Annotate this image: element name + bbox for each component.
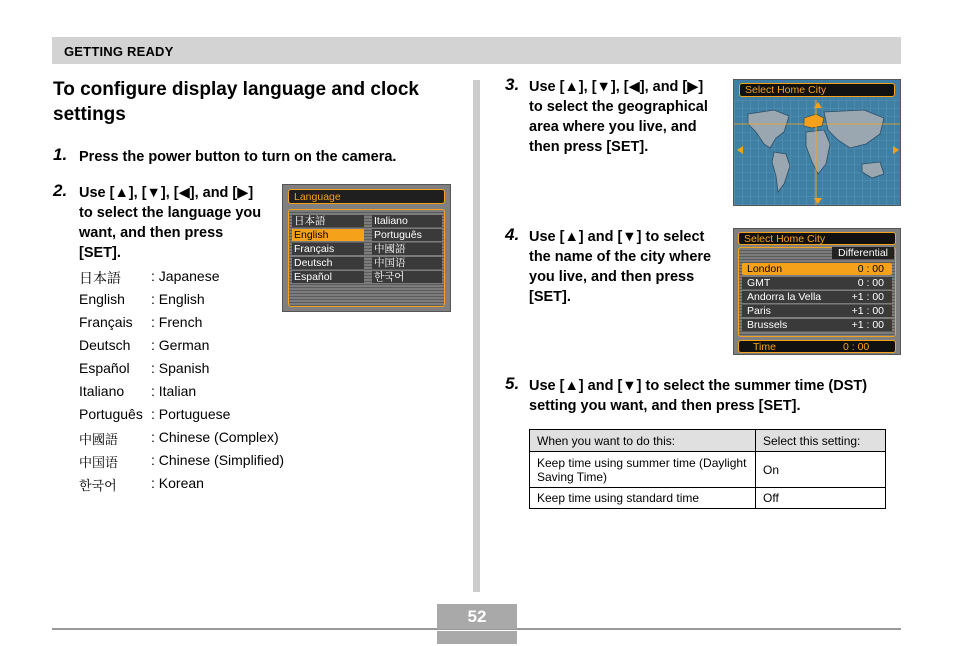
table-cell: On — [756, 452, 886, 488]
language-native: Português — [79, 406, 143, 422]
language-native: Deutsch — [79, 337, 131, 353]
column-divider — [473, 80, 480, 592]
language-meaning: : Portuguese — [151, 406, 231, 422]
time-value: 0 : 00 — [843, 341, 870, 353]
step-3-number: 3. — [505, 75, 520, 94]
city-offset: +1 : 00 — [851, 319, 884, 331]
step-5-number: 5. — [505, 374, 520, 393]
city-name: Paris — [747, 305, 771, 317]
language-option: Deutsch — [292, 257, 364, 269]
table-row — [742, 305, 892, 317]
table-header: When you want to do this: — [530, 430, 756, 452]
city-name: GMT — [747, 277, 771, 289]
language-native: Español — [79, 360, 130, 376]
table-header-row — [530, 430, 886, 452]
language-option: 한국어 — [372, 271, 442, 283]
table-row — [742, 291, 892, 303]
step-1-number: 1. — [53, 145, 68, 164]
step-2-text: Use [▲], [▼], [◀], and [▶] to select the language you want, and then press [SET]. — [79, 185, 262, 261]
language-meaning: : German — [151, 337, 210, 353]
city-screen-titlebar — [738, 232, 896, 245]
language-meaning: : Chinese (Complex) — [151, 429, 279, 445]
language-option: 中国语 — [372, 257, 442, 269]
dst-settings-table — [529, 429, 886, 509]
language-meaning: : Spanish — [151, 360, 210, 376]
map-screen-title: Select Home City — [745, 84, 827, 96]
city-name: Andorra la Vella — [747, 291, 822, 303]
table-row — [742, 319, 892, 331]
city-screen-footer — [738, 340, 896, 353]
step-4-number: 4. — [505, 225, 520, 244]
language-option: Italiano — [372, 215, 442, 227]
language-meaning: : English — [151, 291, 205, 307]
time-label: Time — [753, 341, 776, 353]
language-option: 日本語 — [292, 215, 364, 227]
table-row — [742, 263, 892, 275]
city-name: Brussels — [747, 319, 788, 331]
language-option: Español — [292, 271, 364, 283]
city-screen-column-header: Differential — [832, 247, 894, 259]
page-title: To configure display language and clock settings — [53, 79, 419, 125]
world-map-icon — [734, 100, 901, 206]
language-meaning: : Korean — [151, 475, 204, 491]
page-number-box — [437, 604, 517, 644]
language-native: English — [79, 291, 125, 307]
table-cell: Off — [756, 488, 886, 509]
language-native: Français — [79, 314, 133, 330]
language-native: 日本語 — [79, 270, 121, 286]
step-2-number: 2. — [53, 181, 68, 200]
step-3-text: Use [▲], [▼], [◀], and [▶] to select the geographical area where you live, and then press [SET]. — [529, 79, 708, 155]
page-number-tab — [437, 631, 517, 644]
language-option: Português — [372, 229, 442, 241]
city-screen — [733, 228, 901, 355]
step-5-text: Use [▲] and [▼] to select the summer time (DST) setting you want, and then press [SET]. — [529, 378, 868, 414]
table-row — [742, 277, 892, 289]
language-native: 中国语 — [79, 455, 119, 470]
map-screen — [733, 79, 901, 206]
table-header: Select this setting: — [756, 430, 886, 452]
language-option: Français — [292, 243, 364, 255]
city-name: London — [747, 263, 783, 275]
section-title: GETTING READY — [64, 44, 174, 59]
page-number: 52 — [437, 604, 517, 629]
city-screen-title: Select Home City — [744, 233, 826, 245]
table-cell: Keep time using standard time — [530, 488, 756, 509]
language-screen — [282, 184, 451, 312]
language-screen-title: Language — [294, 191, 341, 203]
city-offset: +1 : 00 — [851, 305, 884, 317]
language-native: Italiano — [79, 383, 125, 399]
language-native: 한국어 — [79, 478, 117, 493]
language-option-selected: English — [292, 229, 364, 241]
map-screen-titlebar — [739, 83, 895, 97]
language-screen-titlebar — [288, 189, 445, 204]
city-offset: 0 : 00 — [857, 263, 884, 275]
step-4-text: Use [▲] and [▼] to select the name of the city where you live, and then press [SET]. — [529, 229, 712, 305]
table-row — [530, 452, 886, 488]
language-meaning: : Chinese (Simplified) — [151, 452, 285, 468]
language-native: 中國語 — [79, 432, 119, 447]
language-option: 中國語 — [372, 243, 442, 255]
language-meaning: : Japanese — [151, 268, 220, 284]
language-meaning: : French — [151, 314, 203, 330]
city-offset: 0 : 00 — [857, 277, 884, 289]
language-meaning: : Italian — [151, 383, 197, 399]
section-header — [52, 37, 901, 64]
table-row — [530, 488, 886, 509]
table-cell: Keep time using summer time (Daylight Saving Time) — [530, 452, 756, 488]
city-offset: +1 : 00 — [851, 291, 884, 303]
step-1-text: Press the power button to turn on the camera. — [79, 149, 397, 165]
